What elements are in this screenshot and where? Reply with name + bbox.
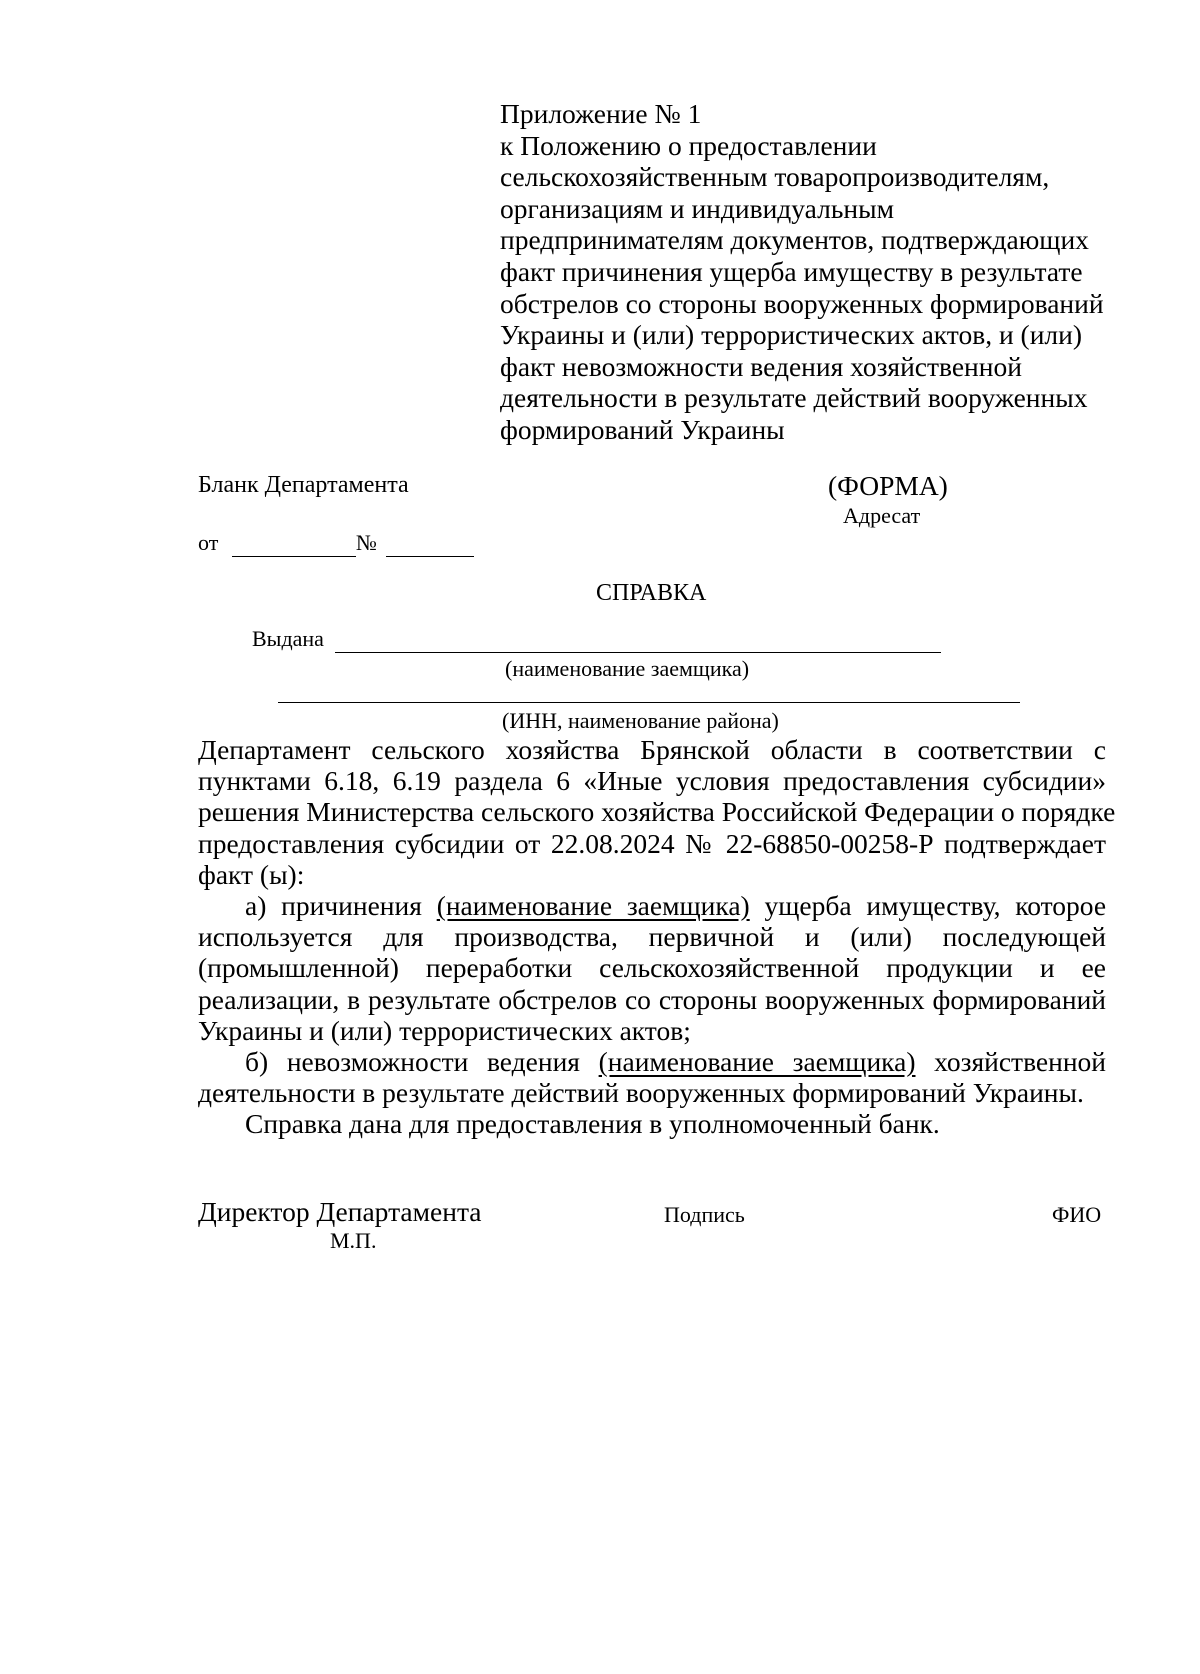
appendix-line: факт невозможности ведения хозяйственной — [500, 350, 1022, 382]
body-line: пунктами 6.18, 6.19 раздела 6 «Иные условия предоставления субсидии» — [198, 765, 1106, 797]
item-b-prefix: б) невозможности ведения — [245, 1046, 580, 1078]
closing-line: Справка дана для предоставления в уполномоченный банк. — [245, 1108, 940, 1140]
body-line: факт (ы): — [198, 858, 305, 890]
issued-label: Выдана — [252, 626, 324, 651]
item-b-borrower: (наименование заемщика) — [598, 1046, 916, 1078]
appendix-line: предпринимателям документов, подтверждающих — [500, 224, 1089, 256]
appendix-header — [500, 98, 1140, 446]
director-position: Директор Департамента — [198, 1196, 482, 1227]
body-line: (промышленной) переработки сельскохозяйственной продукции и ее — [198, 952, 1106, 984]
number-blank — [386, 530, 474, 557]
borrower-caption: (наименование заемщика) — [505, 656, 750, 681]
appendix-line: Украины и (или) террористических актов, и (или) — [500, 319, 1083, 351]
number-label: № — [355, 530, 377, 555]
from-label: от — [198, 530, 219, 555]
item-a-borrower: (наименование заемщика) — [436, 890, 750, 922]
body-line: реализации, в результате обстрелов со стороны вооруженных формирований — [198, 983, 1106, 1015]
appendix-line: организациям и индивидуальным — [500, 192, 894, 224]
body-line: предоставления субсидии от 22.08.2024 № 22-68850-00258-Р подтверждает — [198, 827, 1106, 859]
borrower-blank — [335, 626, 941, 653]
body-line: решения Министерства сельского хозяйства Российской Федерации о порядке — [198, 796, 1116, 828]
appendix-line: деятельности в результате действий вооруженных — [500, 382, 1088, 414]
full-name-label: ФИО — [1052, 1202, 1102, 1227]
body-line: Департамент сельского хозяйства Брянской области в соответствии с — [198, 734, 1106, 765]
form-label: (ФОРМА) — [828, 470, 948, 501]
appendix-line: сельскохозяйственным товаропроизводителям, — [500, 161, 1050, 193]
certificate-title: СПРАВКА — [596, 580, 707, 606]
item-a-prefix: а) причинения — [245, 890, 422, 922]
appendix-line: обстрелов со стороны вооруженных формирований — [500, 287, 1104, 319]
appendix-line: формирований Украины — [500, 413, 785, 445]
item-b-suffix: хозяйственной — [934, 1046, 1107, 1078]
date-blank — [232, 530, 356, 557]
body-line: используется для производства, первичной и (или) последующей — [198, 921, 1106, 953]
appendix-line: к Положению о предоставлении — [500, 129, 877, 161]
issued-to-line — [252, 626, 941, 653]
signature-label: Подпись — [664, 1202, 745, 1227]
department-letterhead: Бланк Департамента — [198, 472, 409, 498]
item-a-suffix: ущерба имуществу, которое — [764, 890, 1107, 922]
appendix-line: Приложение № 1 — [500, 98, 702, 129]
item-a-first-line — [198, 890, 1106, 921]
item-b-first-line — [198, 1046, 1106, 1077]
stamp-place: М.П. — [330, 1228, 377, 1253]
certificate-body — [198, 734, 1116, 1140]
appendix-line: факт причинения ущерба имуществу в результате — [500, 255, 1083, 287]
body-line: деятельности в результате действий вооруженных формирований Украины. — [198, 1077, 1084, 1109]
addressee-label: Адресат — [843, 503, 921, 528]
inn-blank — [278, 702, 1020, 703]
date-number-line — [198, 530, 474, 557]
body-line: Украины и (или) террористических актов; — [198, 1014, 691, 1046]
inn-caption: (ИНН, наименование района) — [502, 708, 779, 733]
